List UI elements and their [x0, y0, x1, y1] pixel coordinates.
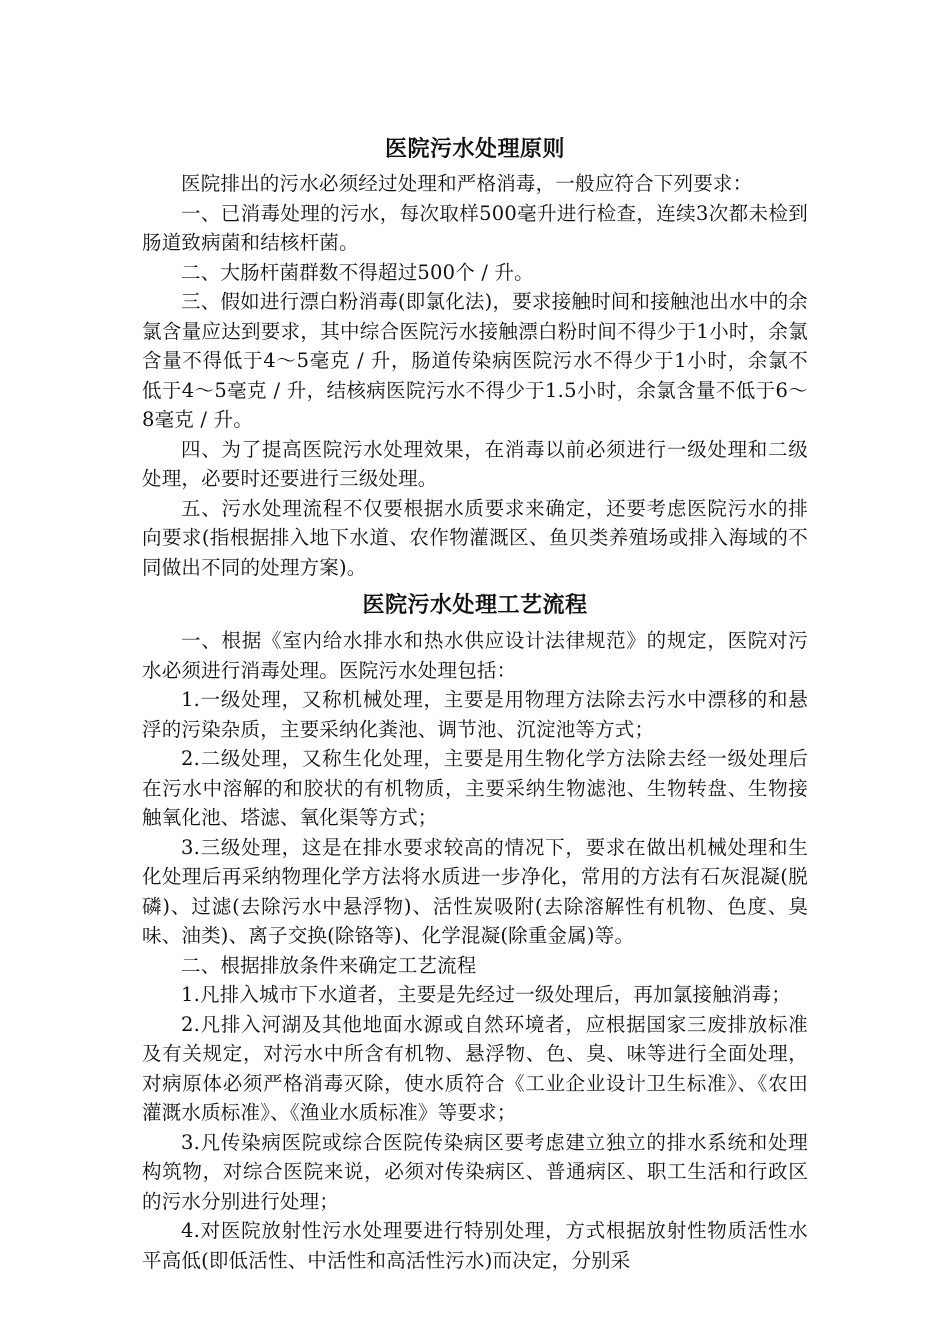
paragraph: 一、已消毒处理的污水，每次取样500毫升进行检查，连续3次都未检到肠道致病菌和结核杆菌。: [142, 201, 808, 254]
paragraph: 3.三级处理，这是在排水要求较高的情况下，要求在做出机械处理和生化处理后再采纳物理化学方法将水质进一步净化，常用的方法有石灰混凝(脱磷)、过滤(去除污水中悬浮物)、活性炭吸附(去除溶解性有机物、色度、臭味、油类)、离子交换(除铬等)、化学混凝(除重金属)等。: [142, 835, 808, 947]
paragraph: 2.二级处理，又称生化处理，主要是用生物化学方法除去经一级处理后在污水中溶解的和胶状的有机物质，主要采纳生物滤池、生物转盘、生物接触氧化池、塔滤、氧化渠等方式；: [142, 747, 808, 829]
section-title-process: 医院污水处理工艺流程: [362, 592, 588, 618]
paragraph: 1.一级处理，又称机械处理，主要是用物理方法除去污水中漂移的和悬浮的污染杂质，主要采纳化粪池、调节池、沉淀池等方式；: [142, 688, 808, 741]
paragraph: 4.对医院放射性污水处理要进行特别处理，方式根据放射性物质活性水平高低(即低活性、中活性和高活性污水)而决定，分别采: [142, 1219, 808, 1272]
paragraph: 二、大肠杆菌群数不得超过500个 / 升。: [181, 260, 534, 284]
paragraph: 2.凡排入河湖及其他地面水源或自然环境者，应根据国家三废排放标准及有关规定，对污水中所含有机物、悬浮物、色、臭、味等进行全面处理，对病原体必须严格消毒灭除，使水质符合《工业企业设计卫生标准》、《农田灌溉水质标准》、《渔业水质标准》等要求；: [142, 1012, 808, 1124]
paragraph: 三、假如进行漂白粉消毒(即氯化法)，要求接触时间和接触池出水中的余氯含量应达到要求，其中综合医院污水接触漂白粉时间不得少于1小时，余氯含量不得低于4～5毫克 / 升，肠道传染病医院污水不得少于1小时，余氯不低于4～5毫克 / 升，结核病医院污水不得少于1.5小时，余氯含量不低于6～8毫克 / 升。: [142, 290, 808, 431]
paragraph: 3.凡传染病医院或综合医院传染病区要考虑建立独立的排水系统和处理构筑物，对综合医院来说，必须对传染病区、普通病区、职工生活和行政区的污水分别进行处理；: [142, 1130, 808, 1213]
paragraph: 四、为了提高医院污水处理效果，在消毒以前必须进行一级处理和二级处理，必要时还要进行三级处理。: [142, 437, 808, 490]
paragraph: 医院排出的污水必须经过处理和严格消毒，一般应符合下列要求：: [181, 172, 753, 195]
paragraph: 二、根据排放条件来确定工艺流程: [181, 953, 477, 977]
paragraph: 五、污水处理流程不仅要根据水质要求来确定，还要考虑医院污水的排向要求(指根据排入地下水道、农作物灌溉区、鱼贝类养殖场或排入海域的不同做出不同的处理方案)。: [142, 496, 808, 579]
section-title-principles: 医院污水处理原则: [384, 136, 565, 162]
document-page: [142, 128, 808, 1275]
paragraph: 一、根据《室内给水排水和热水供应设计法律规范》的规定，医院对污水必须进行消毒处理。医院污水处理包括：: [142, 629, 808, 682]
paragraph: 1.凡排入城市下水道者，主要是先经过一级处理后，再加氯接触消毒；: [181, 983, 792, 1006]
